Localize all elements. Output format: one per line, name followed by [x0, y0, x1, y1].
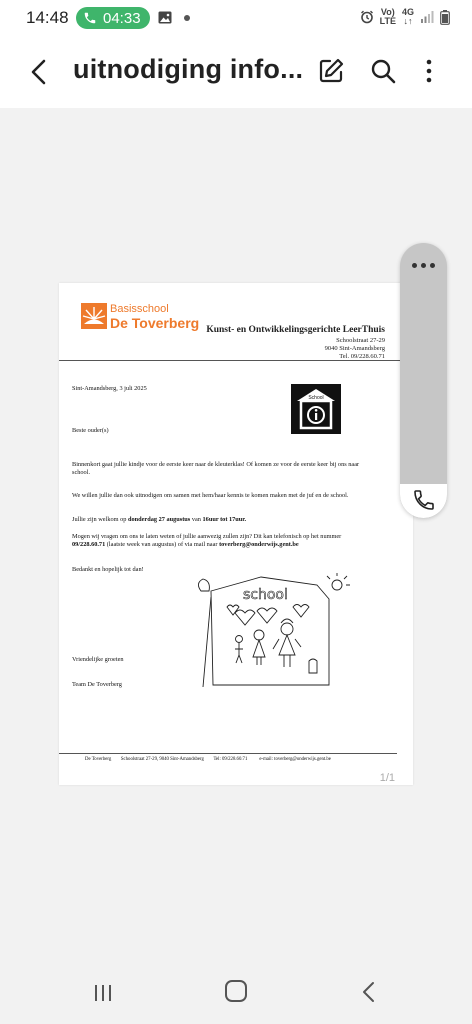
- letter-paragraph-2: We willen jullie dan ook uitnodigen om samen met hem/haar kennis te komen maken met de juf en de school.: [72, 492, 349, 499]
- letter-signature: Team De Toverberg: [72, 681, 122, 688]
- address-city: 9040 Sint-Amandsberg: [324, 345, 385, 352]
- status-bar: [0, 0, 472, 36]
- doc-heading: Kunst- en Ontwikkelingsgerichte LeerThuis: [206, 325, 385, 335]
- svg-text:school: school: [243, 587, 288, 603]
- status-icons: [360, 8, 450, 26]
- school-logo: Basisschool De Toverberg: [81, 302, 201, 334]
- phone-icon: [412, 488, 436, 512]
- document-title: uitnodiging info...: [73, 54, 304, 84]
- edit-icon[interactable]: [316, 56, 346, 86]
- letter-paragraph-3: Jullie zijn welkom op donderdag 27 augustus van 16uur tot 17uur.: [72, 516, 247, 523]
- call-timer: 04:33: [103, 9, 141, 27]
- back-arrow-icon[interactable]: [24, 56, 56, 88]
- app-bar: [0, 36, 472, 108]
- address-tel: Tel. 09/228.60.71: [339, 353, 385, 360]
- call-widget-more-icon[interactable]: [400, 253, 447, 277]
- nav-back-icon[interactable]: [359, 980, 379, 1004]
- ongoing-call-chip[interactable]: [76, 7, 150, 29]
- 4g-data-icon: 4G ↓↑: [401, 7, 414, 26]
- system-nav-bar: [0, 960, 472, 1024]
- svg-text:School: School: [308, 395, 324, 401]
- document-footer: De Toverberg Schoolstraat 27-29, 9040 Sint-Amandsberg Tel: 09/228.60.71 e-mail: toverberg@onderwijs.gent.be: [85, 757, 331, 762]
- signal-icon: [420, 10, 434, 24]
- letter-date: Sint-Amandsberg, 3 juli 2025: [72, 385, 147, 392]
- notification-dot-icon: [184, 15, 190, 21]
- status-time: 14:48: [26, 8, 69, 27]
- alarm-icon: [360, 10, 374, 24]
- letter-thanks: Bedankt en hopelijk tot dan!: [72, 566, 144, 573]
- page-indicator: 1/1: [379, 772, 395, 784]
- floating-call-widget[interactable]: [400, 243, 447, 518]
- volte-icon: Vo) LTE: [379, 7, 396, 26]
- search-icon[interactable]: [368, 56, 398, 86]
- letter-greeting: Beste ouder(s): [72, 427, 109, 434]
- child-drawing-school-icon: [191, 573, 353, 693]
- letter-paragraph-1: Binnenkort gaat jullie kindje voor de eerste keer naar de kleuterklas! Of komen ze voor de eerste keer bij ons naar school.: [72, 461, 360, 477]
- letter-regards: Vriendelijke groeten: [72, 656, 124, 663]
- more-options-icon[interactable]: [420, 56, 438, 86]
- address-line: Schoolstraat 27-29: [336, 337, 385, 344]
- footer-divider: [59, 753, 397, 754]
- battery-icon: [440, 10, 450, 25]
- header-divider: [59, 360, 413, 361]
- gallery-icon: [158, 11, 172, 24]
- home-icon[interactable]: [225, 980, 247, 1002]
- recent-apps-icon[interactable]: [92, 982, 114, 1004]
- sun-logo-icon: [81, 303, 107, 329]
- document-page[interactable]: [59, 283, 413, 785]
- phone-icon: [83, 11, 97, 25]
- letter-paragraph-4: Mogen wij vragen om ons te laten weten of jullie aanwezig zullen zijn? Dit kan telefonisch op het nummer 09/228.60.71 (laatste week van augustus) of via mail naar toverberg@onderwijs.gent.be: [72, 533, 342, 549]
